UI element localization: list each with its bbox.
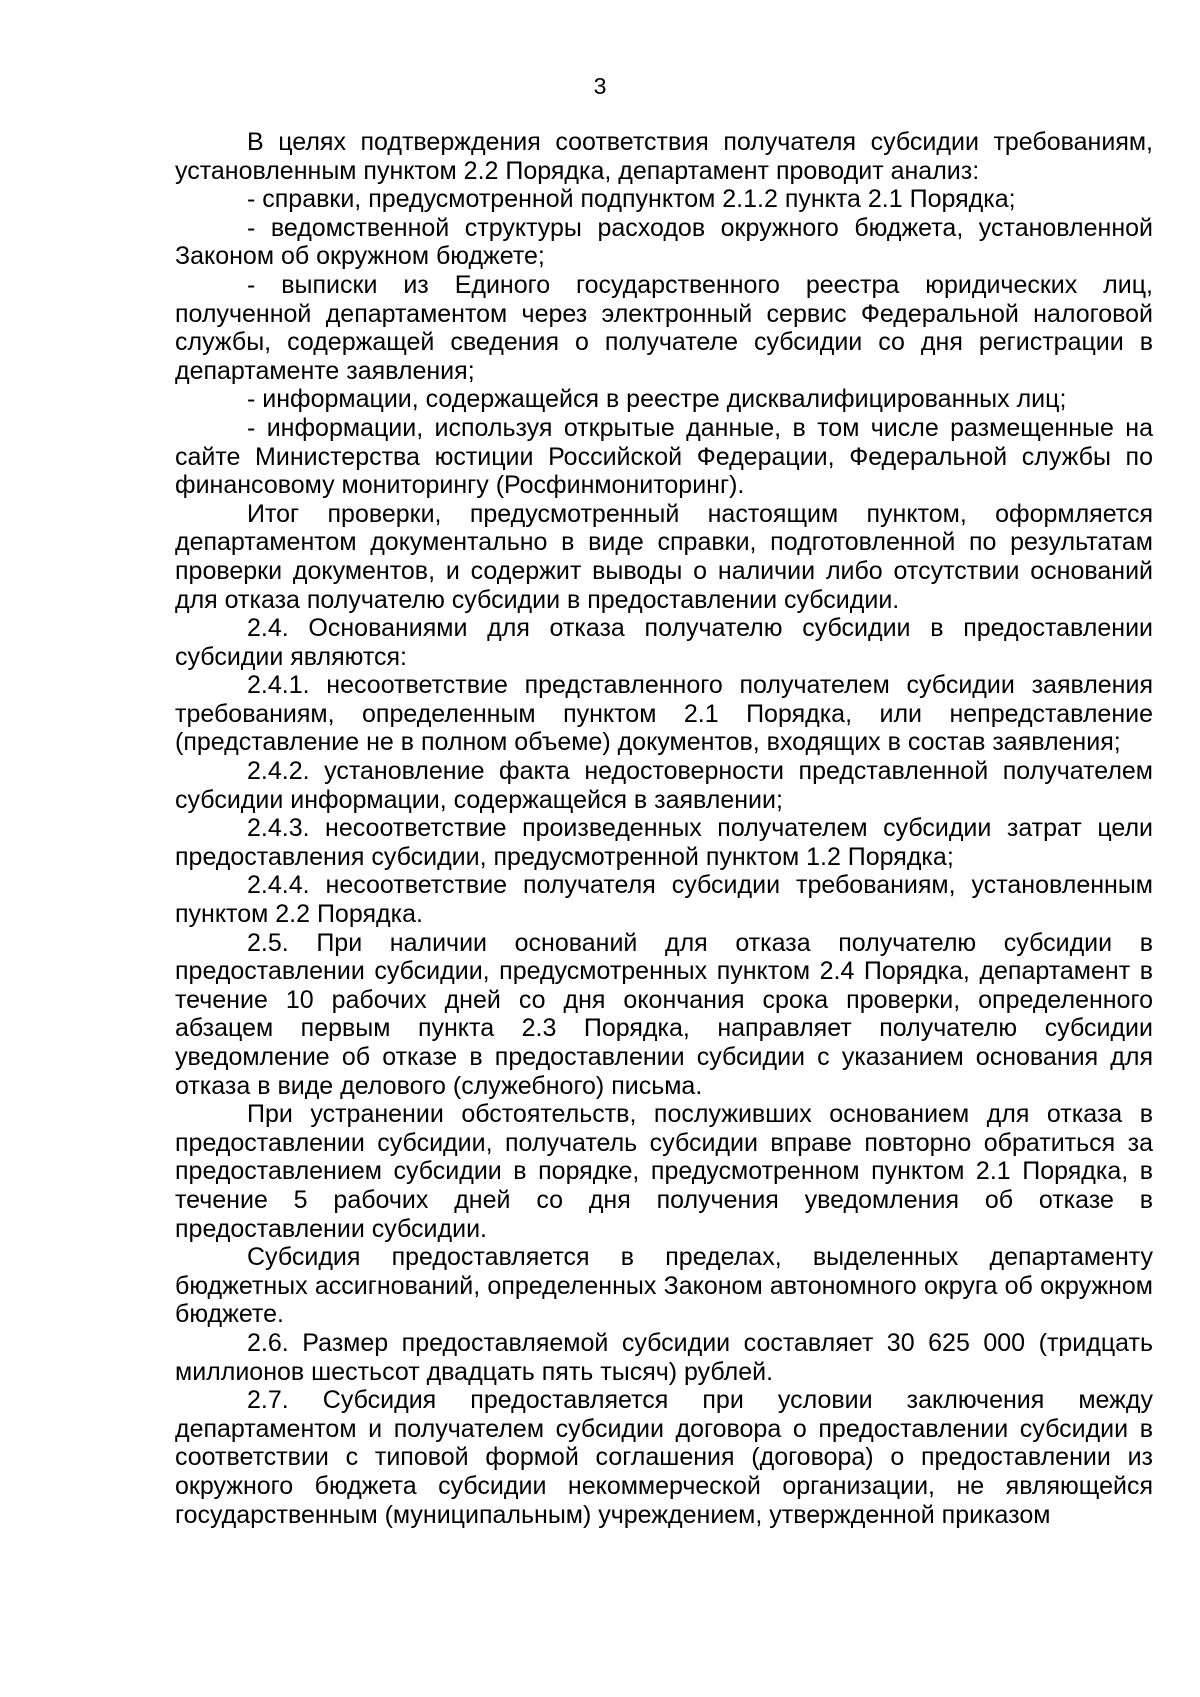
- paragraph: - справки, предусмотренной подпунктом 2.1.2 пункта 2.1 Порядка;: [247, 185, 1016, 214]
- paragraph: 2.4.4. несоответствие получателя субсидии требованиям, установленным пунктом 2.2 Порядка.: [175, 871, 1153, 929]
- paragraph: В целях подтверждения соответствия получателя субсидии требованиям, установленным пунктом 2.2 Порядка, департамент проводит анализ:: [175, 128, 1153, 185]
- page-number: 3: [593, 73, 607, 99]
- paragraph: 2.6. Размер предоставляемой субсидии составляет 30 625 000 (тридцать миллионов шестьсот двадцать пять тысяч) рублей.: [175, 1328, 1153, 1386]
- paragraph: 2.4.3. несоответствие произведенных получателем субсидии затрат цели предоставления субсидии, предусмотренной пунктом 1.2 Порядка;: [175, 814, 1153, 871]
- paragraph: - выписки из Единого государственного реестра юридических лиц, полученной департаментом через электронный сервис Федеральной налоговой службы, содержащей сведения о получателе субсидии со дня регистрации в департаменте заявления;: [175, 270, 1153, 385]
- paragraph: 2.7. Субсидия предоставляется при условии заключения между департаментом и получателем субсидии договора о предоставлении субсидии в соответствии с типовой формой соглашения (договора) о предоставлении из окружного бюджета субсидии некоммерческой организации, не являющейся государственным (муниципальным) учреждением, утвержденной приказом: [175, 1386, 1153, 1529]
- paragraph: 2.4.1. несоответствие представленного получателем субсидии заявления требованиям, определенным пунктом 2.1 Порядка, или непредставление (представление не в полном объеме) документов, входящих в состав заявления;: [175, 671, 1153, 757]
- paragraph: Итог проверки, предусмотренный настоящим пунктом, оформляется департаментом документально в виде справки, подготовленной по результатам проверки документов, и содержит выводы о наличии либо отсутствии оснований для отказа получателю субсидии в предоставлении субсидии.: [175, 499, 1153, 614]
- paragraph: - информации, содержащейся в реестре дисквалифицированных лиц;: [247, 385, 1067, 414]
- paragraph: 2.4. Основаниями для отказа получателю субсидии в предоставлении субсидии являются:: [175, 614, 1153, 671]
- paragraph: При устранении обстоятельств, послуживших основанием для отказа в предоставлении субсидии, получатель субсидии вправе повторно обратиться за предоставлением субсидии в порядке, предусмотренном пунктом 2.1 Порядка, в течение 5 рабочих дней со дня получения уведомления об отказе в предоставлении субсидии.: [175, 1100, 1153, 1243]
- document-body: [175, 128, 1153, 1529]
- paragraph: Субсидия предоставляется в пределах, выделенных департаменту бюджетных ассигнований, определенных Законом автономного округа об окружном бюджете.: [175, 1243, 1153, 1329]
- paragraph: - информации, используя открытые данные, в том числе размещенные на сайте Министерства юстиции Российской Федерации, Федеральной службы по финансовому мониторингу (Росфинмониторинг).: [175, 413, 1153, 500]
- paragraph: 2.5. При наличии оснований для отказа получателю субсидии в предоставлении субсидии, предусмотренных пунктом 2.4 Порядка, департамент в течение 10 рабочих дней со дня окончания срока проверки, определенного абзацем первым пункта 2.3 Порядка, направляет получателю субсидии уведомление об отказе в предоставлении субсидии с указанием основания для отказа в виде делового (служебного) письма.: [175, 928, 1153, 1100]
- paragraph: - ведомственной структуры расходов окружного бюджета, установленной Законом об окружном бюджете;: [175, 213, 1153, 271]
- paragraph: 2.4.2. установление факта недостоверности представленной получателем субсидии информации, содержащейся в заявлении;: [175, 757, 1153, 814]
